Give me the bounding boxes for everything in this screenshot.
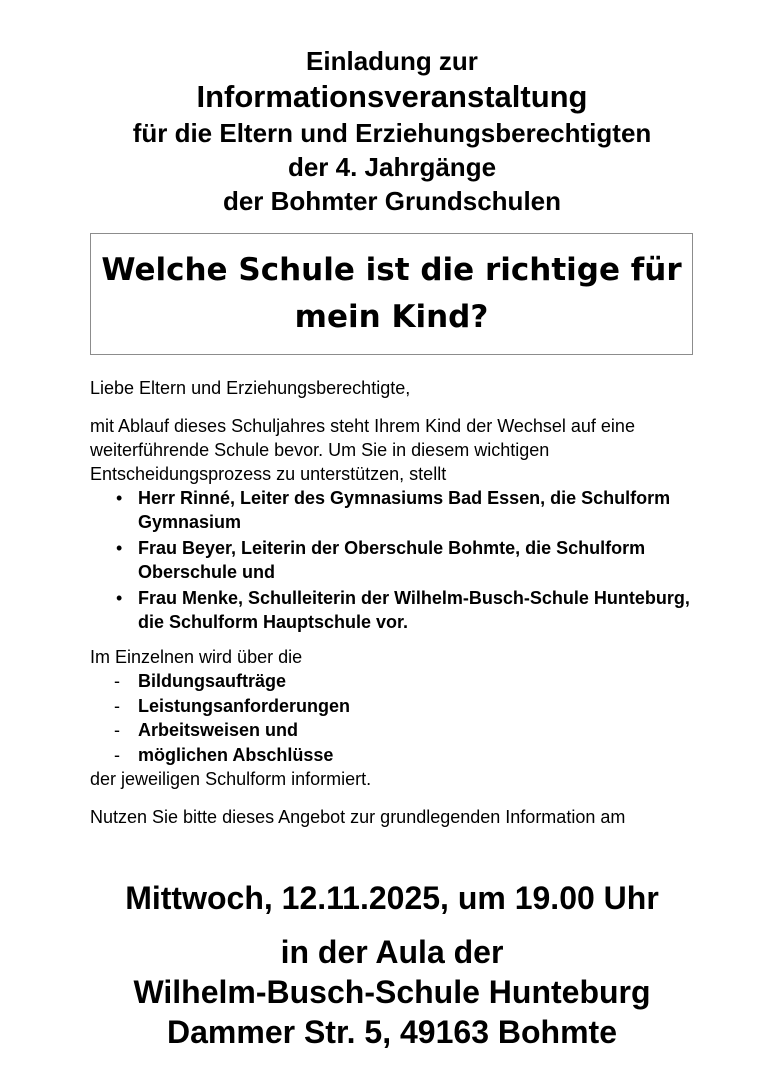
intro-paragraph: mit Ablauf dieses Schuljahres steht Ihrem Kind der Wechsel auf eine weiterführende Schule bevor. Um Sie in diesem wichtigen Entscheidungsprozess zu unterstützen, stellt [90,416,635,484]
topic-item: - Bildungsaufträge [90,669,700,694]
details-outro: der jeweiligen Schulform informiert. [90,769,372,789]
dash-icon: - [114,671,120,691]
presenter-item: • Herr Rinné, Leiter des Gymnasiums Bad Essen, die Schulform Gymnasium [116,488,671,532]
event-address: Dammer Str. 5, 49163 Bohmte [167,1014,617,1050]
invitation-header [0,44,784,218]
header-title: Informationsveranstaltung [196,79,588,114]
event-date-time: Mittwoch, 12.11.2025, um 19.00 Uhr [125,880,659,916]
presenter-list [90,486,700,634]
greeting: Liebe Eltern und Erziehungsberechtigte, [90,378,411,398]
dash-icon: - [114,695,120,716]
presenter-item: • Frau Beyer, Leiterin der Oberschule Bohmte, die Schulform Oberschule und [116,538,646,582]
bullet-icon: • [116,588,123,608]
question-box [90,233,693,355]
bullet-icon: • [116,538,123,558]
details-intro: Im Einzelnen wird über die [90,647,303,667]
header-line-schools: der Bohmter Grundschulen [222,186,562,216]
call-to-action: Nutzen Sie bitte dieses Angebot zur grundlegenden Information am [90,807,626,827]
header-line-grade: der 4. Jahrgänge [287,152,497,182]
topic-list [90,669,700,767]
bullet-icon: • [116,488,123,508]
presenter-item: • Frau Menke, Schulleiterin der Wilhelm-Busch-Schule Hunteburg, die Schulform Hauptschule vor. [116,588,690,632]
dash-icon: - [114,744,120,765]
header-line-invitation: Einladung zur [306,46,478,76]
letter-body [90,376,700,829]
topic-item: - Arbeitsweisen und [90,718,700,743]
question-text: Welche Schule ist die richtige für mein Kind? [101,252,682,335]
event-location-line2: Wilhelm-Busch-Schule Hunteburg [133,974,651,1010]
topic-item: - Leistungsanforderungen [90,694,700,719]
event-location-line1: in der Aula der [280,934,504,970]
event-details [0,878,784,1052]
header-line-audience: für die Eltern und Erziehungsberechtigten [132,118,652,148]
dash-icon: - [114,720,120,740]
topic-item: - möglichen Abschlüsse [90,743,700,768]
